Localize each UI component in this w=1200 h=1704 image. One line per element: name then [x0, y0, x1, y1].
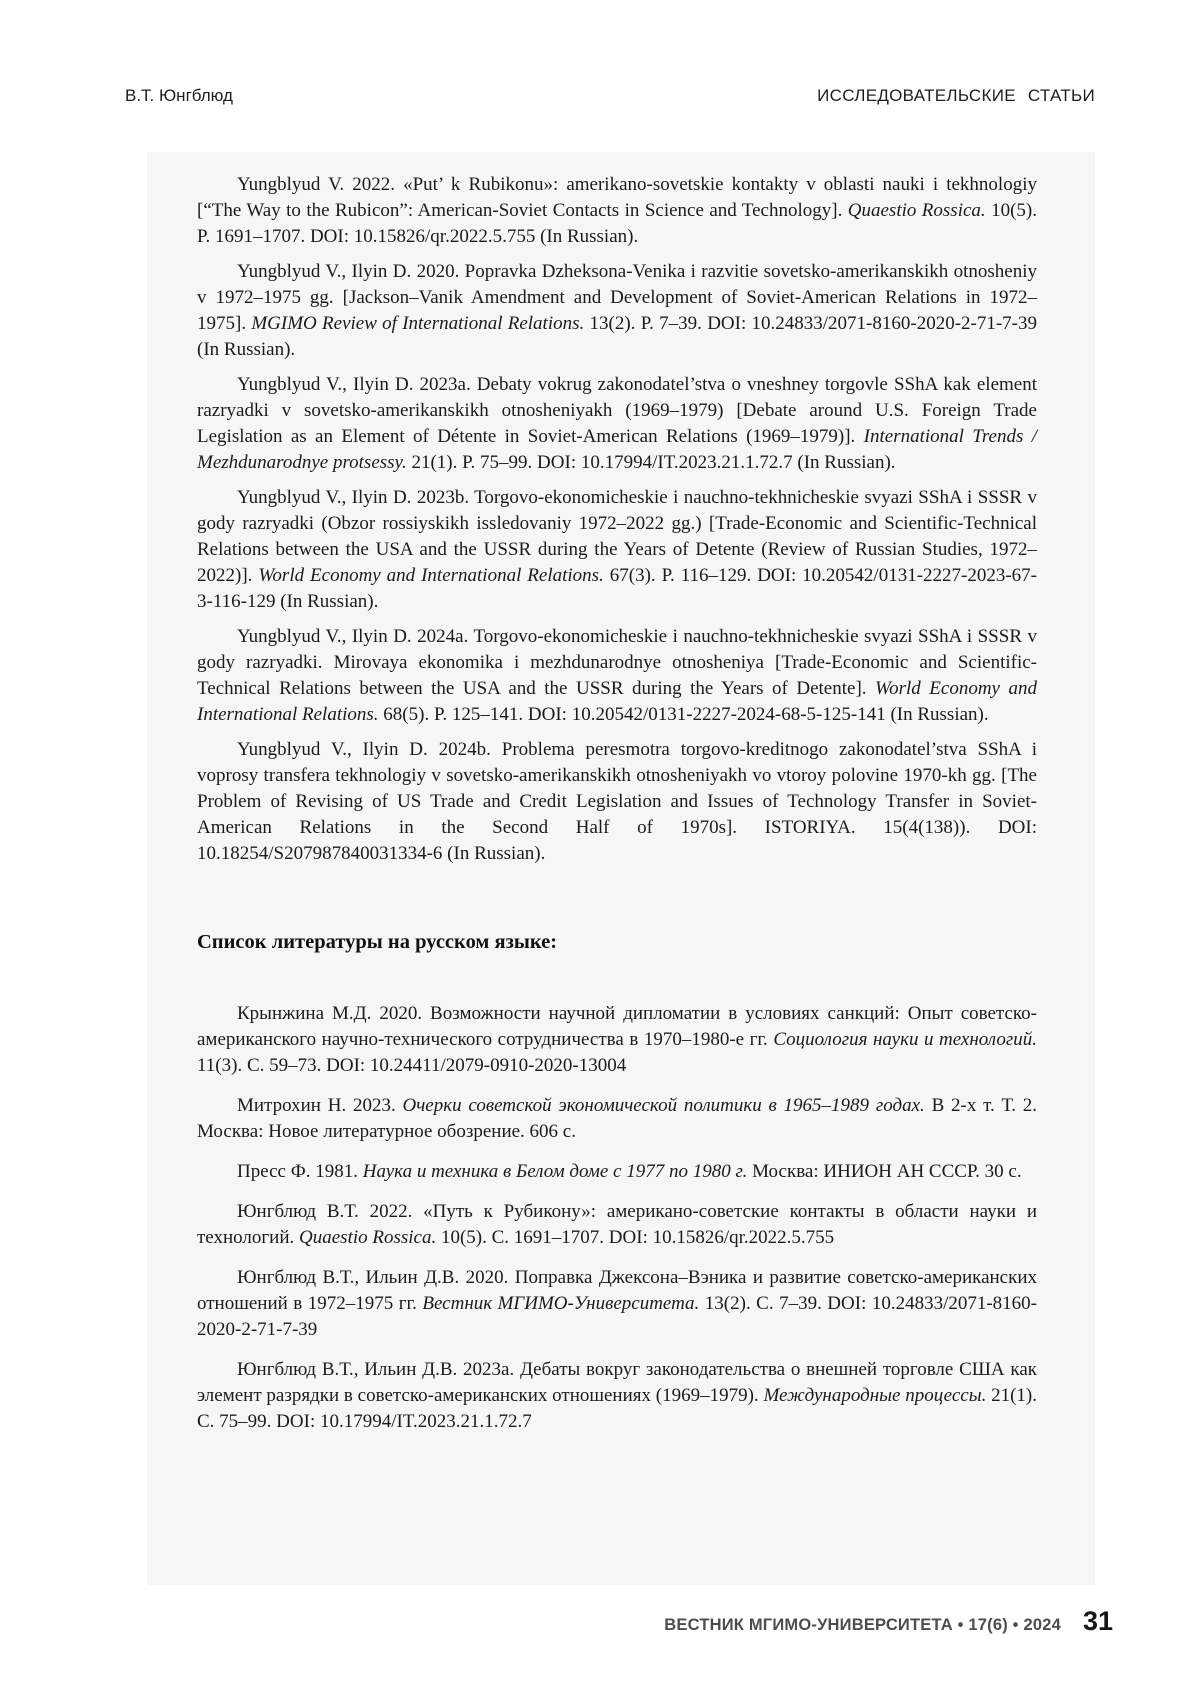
reference-item: Юнгблюд В.Т., Ильин Д.В. 2020. Поправка Джексона–Вэника и развитие советско-американских отношений в 1972–1975 гг. Вестник МГИМО-Университета. 13(2). С. 7–39. DOI: 10.24833/2071-8160-2020-2-71-7-39 — [197, 1267, 1038, 1340]
work-title: Очерки советской экономической политики в 1965–1989 годах. — [402, 1095, 925, 1116]
content-block — [147, 152, 1095, 1585]
russian-references-heading: Список литературы на русском языке: — [197, 931, 558, 953]
references-russian-list — [197, 1001, 1037, 1435]
section-running-head: ИССЛЕДОВАТЕЛЬСКИЕ СТАТЬИ — [817, 86, 1095, 105]
work-title: Quaestio Rossica. — [299, 1227, 437, 1248]
reference-item: Юнгблюд В.Т., Ильин Д.В. 2023а. Дебаты вокруг законодательства о внешней торговле США как элемент разрядки в советско-американских отношениях (1969–1979). Международные процессы. 21(1). С. 75–99. DOI: 10.17994/IT.2023.21.1.72.7 — [197, 1359, 1038, 1432]
work-title: Вестник МГИМО-Университета. — [422, 1293, 700, 1314]
reference-item: Крынжина М.Д. 2020. Возможности научной дипломатии в условиях санкций: Опыт советско-американского научно-технического сотрудничества в 1970–1980-е гг. Социология науки и технологий. 11(3). С. 59–73. DOI: 10.24411/2079-0910-2020-13004 — [197, 1003, 1037, 1076]
work-title: Наука и техника в Белом доме с 1977 по 1980 г. — [362, 1161, 748, 1182]
references-transliterated-list — [197, 172, 1037, 867]
reference-item: Пресс Ф. 1981. Наука и техника в Белом доме с 1977 по 1980 г. Москва: ИНИОН АН СССР. 30 с. — [237, 1161, 1022, 1182]
reference-item: Yungblyud V., Ilyin D. 2023a. Debaty vokrug zakonodatel’stva o vneshney torgovle SShA kak element razryadki v sovetsko-amerikanskikh otnosheniyakh (1969–1979) [Debate around U.S. Foreign Trade Legislation as an Element of Détente in Soviet-American Relations (1969–1979)]. International Trends / Mezhdunarodnye protsessy. 21(1). P. 75–99. DOI: 10.17994/IT.2023.21.1.72.7 (In Russian). — [197, 374, 1037, 473]
work-title: Международные процессы. — [763, 1385, 987, 1406]
journal-footer-text: ВЕСТНИК МГИМО-УНИВЕРСИТЕТА • 17(6) • 2024 — [664, 1616, 1061, 1634]
work-title: International Trends / Mezhdunarodnye protsessy. — [197, 426, 1037, 473]
reference-item: Yungblyud V., Ilyin D. 2020. Popravka Dzheksona-Venika i razvitie sovetsko-amerikanskikh otnosheniy v 1972–1975 gg. [Jackson–Vanik Amendment and Development of Soviet-American Relations in 1972–1975]. MGIMO Review of International Relations. 13(2). P. 7–39. DOI: 10.24833/2071-8160-2020-2-71-7-39 (In Russian). — [197, 261, 1037, 360]
work-title: Quaestio Rossica. — [847, 200, 986, 221]
author-running-head: В.Т. Юнгблюд — [125, 86, 233, 105]
page-footer — [664, 1606, 1113, 1637]
reference-item: Митрохин Н. 2023. Очерки советской экономической политики в 1965–1989 годах. В 2-х т. Т. 2. Москва: Новое литературное обозрение. 606 с. — [197, 1095, 1037, 1142]
work-title: MGIMO Review of International Relations. — [251, 313, 585, 334]
reference-item: Yungblyud V., Ilyin D. 2024b. Problema peresmotra torgovo-kreditnogo zakonodatel’stva SShA i voprosy transfera tekhnologiy v sovetsko-amerikanskikh otnosheniyakh vo vtoroy polovine 1970-kh gg. [The Problem of Revising of US Trade and Credit Legislation and Issues of Technology Transfer in Soviet-American Relations in the Second Half of 1970s]. ISTORIYA. 15(4(138)). DOI: 10.18254/S207987840031334-6 (In Russian). — [197, 739, 1037, 864]
reference-item: Yungblyud V., Ilyin D. 2023b. Torgovo-ekonomicheskie i nauchno-tekhnicheskie svyazi SShA i SSSR v gody razryadki (Obzor rossiyskikh issledovaniy 1972–2022 gg.) [Trade-Economic and Scientific-Technical Relations between the USA and the USSR during the Years of Detente (Review of Russian Studies, 1972–2022)]. World Economy and International Relations. 67(3). P. 116–129. DOI: 10.20542/0131-2227-2023-67-3-116-129 (In Russian). — [197, 487, 1038, 612]
work-title: World Economy and International Relations. — [258, 565, 604, 586]
reference-item: Yungblyud V., Ilyin D. 2024a. Torgovo-ekonomicheskie i nauchno-tekhnicheskie svyazi SShA i SSSR v gody razryadki. Mirovaya ekonomika i mezhdunarodnye otnosheniya [Trade-Economic and Scientific-Technical Relations between the USA and the USSR during the Years of Detente]. World Economy and International Relations. 68(5). P. 125–141. DOI: 10.20542/0131-2227-2024-68-5-125-141 (In Russian). — [197, 626, 1037, 725]
page-header — [125, 86, 1095, 106]
reference-item: Юнгблюд В.Т. 2022. «Путь к Рубикону»: американо-советские контакты в области науки и технологий. Quaestio Rossica. 10(5). С. 1691–1707. DOI: 10.15826/qr.2022.5.755 — [197, 1201, 1037, 1248]
work-title: World Economy and International Relations. — [197, 678, 1037, 725]
work-title: Социология науки и технологий. — [773, 1029, 1037, 1050]
reference-item: Yungblyud V. 2022. «Put’ k Rubikonu»: amerikano-sovetskie kontakty v oblasti nauki i tekhnologiy [“The Way to the Rubicon”: American-Soviet Contacts in Science and Technology]. Quaestio Rossica. 10(5). P. 1691–1707. DOI: 10.15826/qr.2022.5.755 (In Russian). — [197, 174, 1037, 247]
page-number: 31 — [1082, 1606, 1113, 1636]
